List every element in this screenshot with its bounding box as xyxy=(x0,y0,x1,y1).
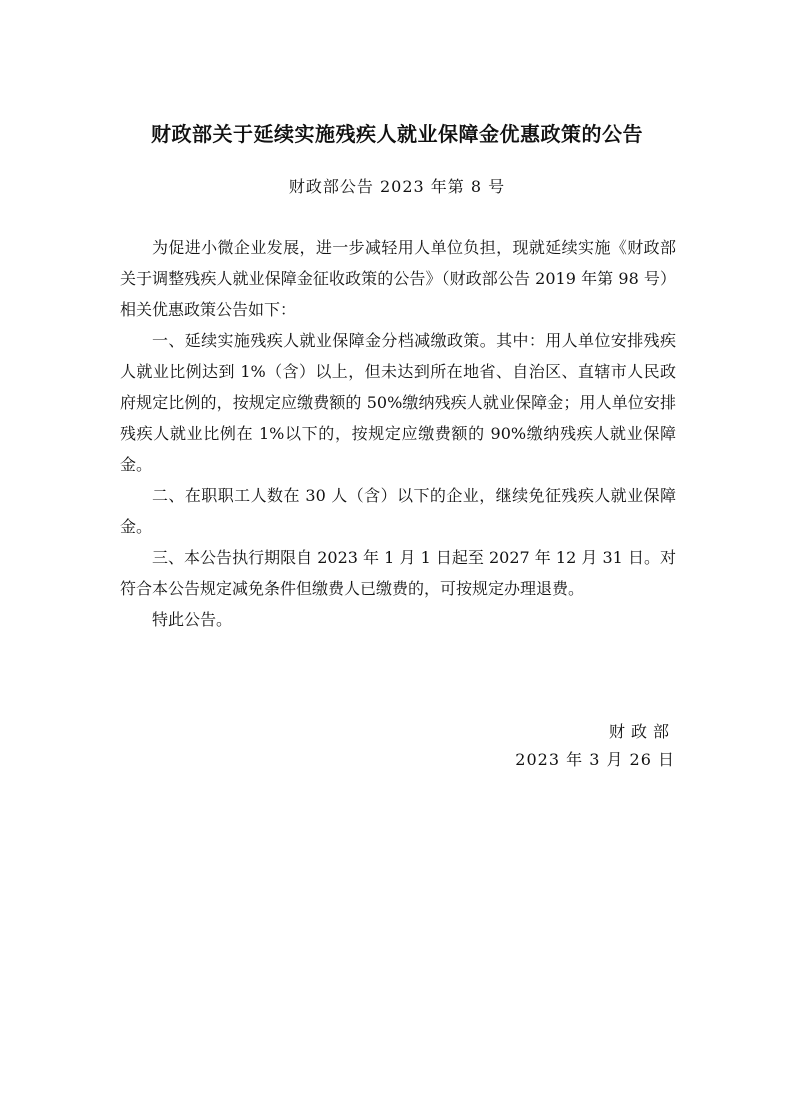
clause-two-paragraph: 二、在职职工人数在 30 人（含）以下的企业，继续免征残疾人就业保障金。 xyxy=(120,486,676,536)
intro-paragraph: 为促进小微企业发展，进一步减轻用人单位负担，现就延续实施《财政部关于调整残疾人就业保障金征收政策的公告》（财政部公告 2019 年第 98 号）相关优惠政策公告如下： xyxy=(120,238,676,319)
closing-paragraph: 特此公告。 xyxy=(152,610,233,629)
document-title: 财政部关于延续实施残疾人就业保障金优惠政策的公告 xyxy=(151,122,643,146)
signature-date: 2023 年 3 月 26 日 xyxy=(515,750,675,769)
document-body xyxy=(120,232,676,635)
clause-three-paragraph: 三、本公告执行期限自 2023 年 1 月 1 日起至 2027 年 12 月 31 日。对符合本公告规定减免条件但缴费人已缴费的，可按规定办理退费。 xyxy=(120,548,676,598)
clause-one-paragraph: 一、延续实施残疾人就业保障金分档减缴政策。其中：用人单位安排残疾人就业比例达到 1%（含）以上，但未达到所在地省、自治区、直辖市人民政府规定比例的，按规定应缴费额的 50%缴纳残疾人就业保障金；用人单位安排残疾人就业比例在 1%以下的，按规定应缴费额的 90%缴纳残疾人就业保障金。 xyxy=(120,331,676,474)
document-number: 财政部公告 2023 年第 8 号 xyxy=(288,177,506,196)
signature-organization: 财政部 xyxy=(608,722,675,741)
